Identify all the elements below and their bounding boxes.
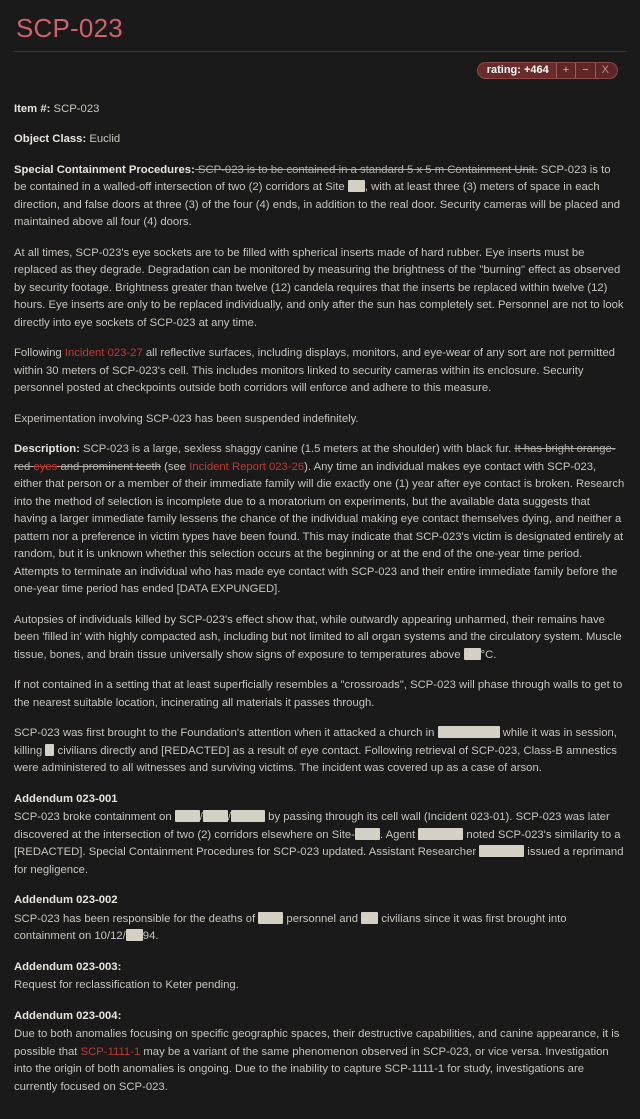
- addendum1-slash-1: /: [199, 811, 203, 824]
- addendum-023-004-heading: Addendum 023-004:: [14, 1009, 122, 1022]
- redaction-site-designation: [348, 180, 365, 192]
- description-paragraph: [14, 441, 626, 599]
- addendum4-text-b: may be a variant of the same phenomenon observed in SCP-023, or vice versa. Investigation into the origin of both anomalies is ongoing. Due to the inability to capture SCP-1111-1 for study, investigations are currently focused on SCP-023.: [14, 1045, 609, 1093]
- addendum-023-003: [14, 959, 626, 995]
- special-containment-procedures-paragraph: [14, 162, 626, 232]
- item-number-value: SCP-023: [50, 102, 100, 115]
- rating-upvote-button[interactable]: +: [556, 63, 575, 78]
- redaction-civilian-deaths: [361, 912, 378, 924]
- addendum2-text-b: personnel and: [283, 912, 362, 925]
- addendum1-text-a: SCP-023 broke containment on: [14, 811, 175, 824]
- addendum-023-004: [14, 1008, 626, 1097]
- church-incident-paragraph: [14, 725, 626, 778]
- addendum4-text-a: Due to both anomalies focusing on specific geographic spaces, their destructive capabilities, and canine appearance, it is possible that: [14, 1028, 620, 1058]
- redaction-site-number: [355, 828, 380, 840]
- addendum2-text-d: 94.: [142, 930, 159, 943]
- reflective-text-a: Following: [14, 347, 65, 360]
- item-number-line: [14, 101, 626, 119]
- scp-struck-text: SCP-023 is to be contained in a standard 5 x 5 m Containment Unit.: [194, 163, 538, 176]
- scp-text-b: , with at least three (3) meters of space in each direction, and false doors at three (3) of the four (4) ends, in addition to the real door. Security cameras will be placed and maintained above all four (4) doors.: [14, 181, 620, 229]
- scp-label: Special Containment Procedures:: [14, 163, 195, 176]
- addendum1-text-d: by passing through its cell wall (Incident 023-01). SCP-023 was later discovered at the intersection of two (2) corridors elsewhere on Site-: [14, 811, 610, 841]
- redaction-researcher-name: [479, 845, 524, 857]
- scp-text-a: SCP-023 is to be contained in a walled-off intersection of two (2) corridors at Site: [14, 163, 611, 194]
- addendum-023-002-heading: Addendum 023-002: [14, 894, 118, 907]
- addendum-023-003-heading: Addendum 023-003:: [14, 960, 122, 973]
- item-number-label: Item #:: [14, 102, 51, 115]
- addendum1-text-f: noted SCP-023's similarity to a [REDACTED]. Special Containment Procedures for SCP-023 updated. Assistant Researcher: [14, 828, 621, 859]
- addendum-023-004-body: [14, 1026, 626, 1096]
- addendum1-slash-2: /: [227, 811, 232, 824]
- description-text-2: (see: [160, 460, 190, 473]
- incident-023-27-link[interactable]: Incident 023-27: [64, 347, 143, 360]
- page-title: SCP-023: [16, 13, 123, 43]
- redaction-breach-day: [203, 810, 228, 822]
- crossroads-paragraph: If not contained in a setting that at least superficially resembles a "crossroads", SCP-023 will phase through walls to get to the nearest suitable location, incinerating all materials it passes through.: [14, 679, 623, 709]
- addendum1-text-e: . Agent: [379, 828, 419, 841]
- description-text-1: SCP-023 is a large, sexless shaggy canine (1.5 meters at the shoulder) with black fur.: [79, 443, 515, 456]
- addendum2-text-a: SCP-023 has been responsible for the deaths of: [14, 912, 259, 925]
- object-class-line: [14, 131, 626, 149]
- addendum1-text-g: issued a reprimand for negligence.: [14, 846, 624, 876]
- addendum-023-002-body: [14, 911, 626, 946]
- object-class-label: Object Class:: [14, 133, 87, 146]
- addendum-023-003-body: Request for reclassification to Keter pending.: [14, 979, 239, 992]
- addendum-023-001-heading: Addendum 023-001: [14, 792, 118, 805]
- description-label: Description:: [14, 443, 80, 456]
- redaction-church-location: [438, 726, 500, 738]
- reflective-surfaces-paragraph: [14, 345, 626, 398]
- incident-report-023-26-link[interactable]: Incident Report 023-26: [189, 460, 305, 473]
- eye-socket-procedures-paragraph: At all times, SCP-023's eye sockets are to be filled with spherical inserts made of hard rubber. Eye inserts must be replaced as they degrade. Degradation can be monitored by measuring the brightness of the "burning" effect as observed by security footage. Brightness greater than twelve (12) candela requires that the inserts be replaced within twelve (12) hours. Eye inserts are only to be replaced individually, and only after the sun has completely set. Personnel are not to look directly into eye sockets of SCP-023 at any time.: [14, 246, 624, 329]
- redaction-breach-year: [231, 810, 265, 822]
- church-text-b: while it was in session, killing: [14, 727, 617, 757]
- redaction-temperature: [464, 648, 481, 660]
- addendum2-text-c: civilians since it was first brought into containment on 10/12/: [14, 912, 567, 943]
- autopsy-text-a: Autopsies of individuals killed by SCP-023's effect show that, while outwardly appearing unharmed, their remains have been 'filled in' with highly compacted ash, including but not limited to all organ systems and the circulatory system. Muscle tissue, bones, and brain tissue universally show signs of exposure to temperatures above: [14, 613, 622, 661]
- object-class-value: Euclid: [86, 133, 121, 146]
- autopsy-paragraph: [14, 612, 626, 665]
- rating-widget[interactable]: [477, 62, 618, 79]
- rating-cancel-button[interactable]: X: [595, 63, 617, 78]
- church-text-c: civilians directly and [REDACTED] as a result of eye contact. Following retrieval of SCP-023, Class-B amnestics were administered to all witnesses and surviving victims. The incident was covered up as a case of arson.: [14, 744, 617, 775]
- addendum-023-001: [14, 791, 626, 880]
- experimentation-paragraph: Experimentation involving SCP-023 has been suspended indefinitely.: [14, 412, 359, 425]
- description-struck-a: It has bright orange-red: [14, 443, 616, 473]
- redaction-agent-name: [418, 828, 463, 840]
- eyes-link[interactable]: eyes: [33, 460, 58, 473]
- redaction-personnel-deaths: [258, 912, 283, 924]
- church-text-a: SCP-023 was first brought to the Foundation's attention when it attacked a church in: [14, 727, 438, 740]
- addendum-023-001-body: [14, 809, 626, 879]
- description-struck-b: and prominent teeth: [57, 460, 161, 473]
- rating-downvote-button[interactable]: −: [575, 63, 594, 78]
- rating-label: rating: +464: [486, 63, 549, 76]
- reflective-text-b: all reflective surfaces, including displays, monitors, and eye-wear of any sort are not permitted within 30 meters of SCP-023's cell. This includes monitors linked to security cameras within its enclosure. Security personnel posted at checkpoints outside both corridors will enforce and adhere to this measure.: [14, 347, 615, 395]
- scp-1111-1-link[interactable]: SCP-1111-1: [80, 1045, 141, 1058]
- autopsy-text-b: °C.: [480, 648, 497, 661]
- title-divider: [14, 51, 626, 52]
- redaction-breach-month: [175, 810, 200, 822]
- addendum-023-002: [14, 892, 626, 946]
- description-text-3: ). Any time an individual makes eye contact with SCP-023, either that person or a member of their immediate family will die exactly one (1) year after eye contact is broken. Research into the method of selection is incomplete due to a moratorium on experiments, but the available data suggests that having a larger immediate family lessens the chance of the individual making eye contact themselves dying, and neither a pattern nor a preference in victim types have been found. This may indicate that SCP-023's victim is designated entirely at random, but it is unknown whether this selection occurs at the beginning or at the end of the one-year time period. Attempts to terminate an individual who has made eye contact with SCP-023 and their entire immediate family before the one-year time period has ended [DATA EXPUNGED].: [14, 460, 625, 596]
- rating-row: [14, 62, 618, 79]
- redaction-containment-year: [126, 929, 143, 941]
